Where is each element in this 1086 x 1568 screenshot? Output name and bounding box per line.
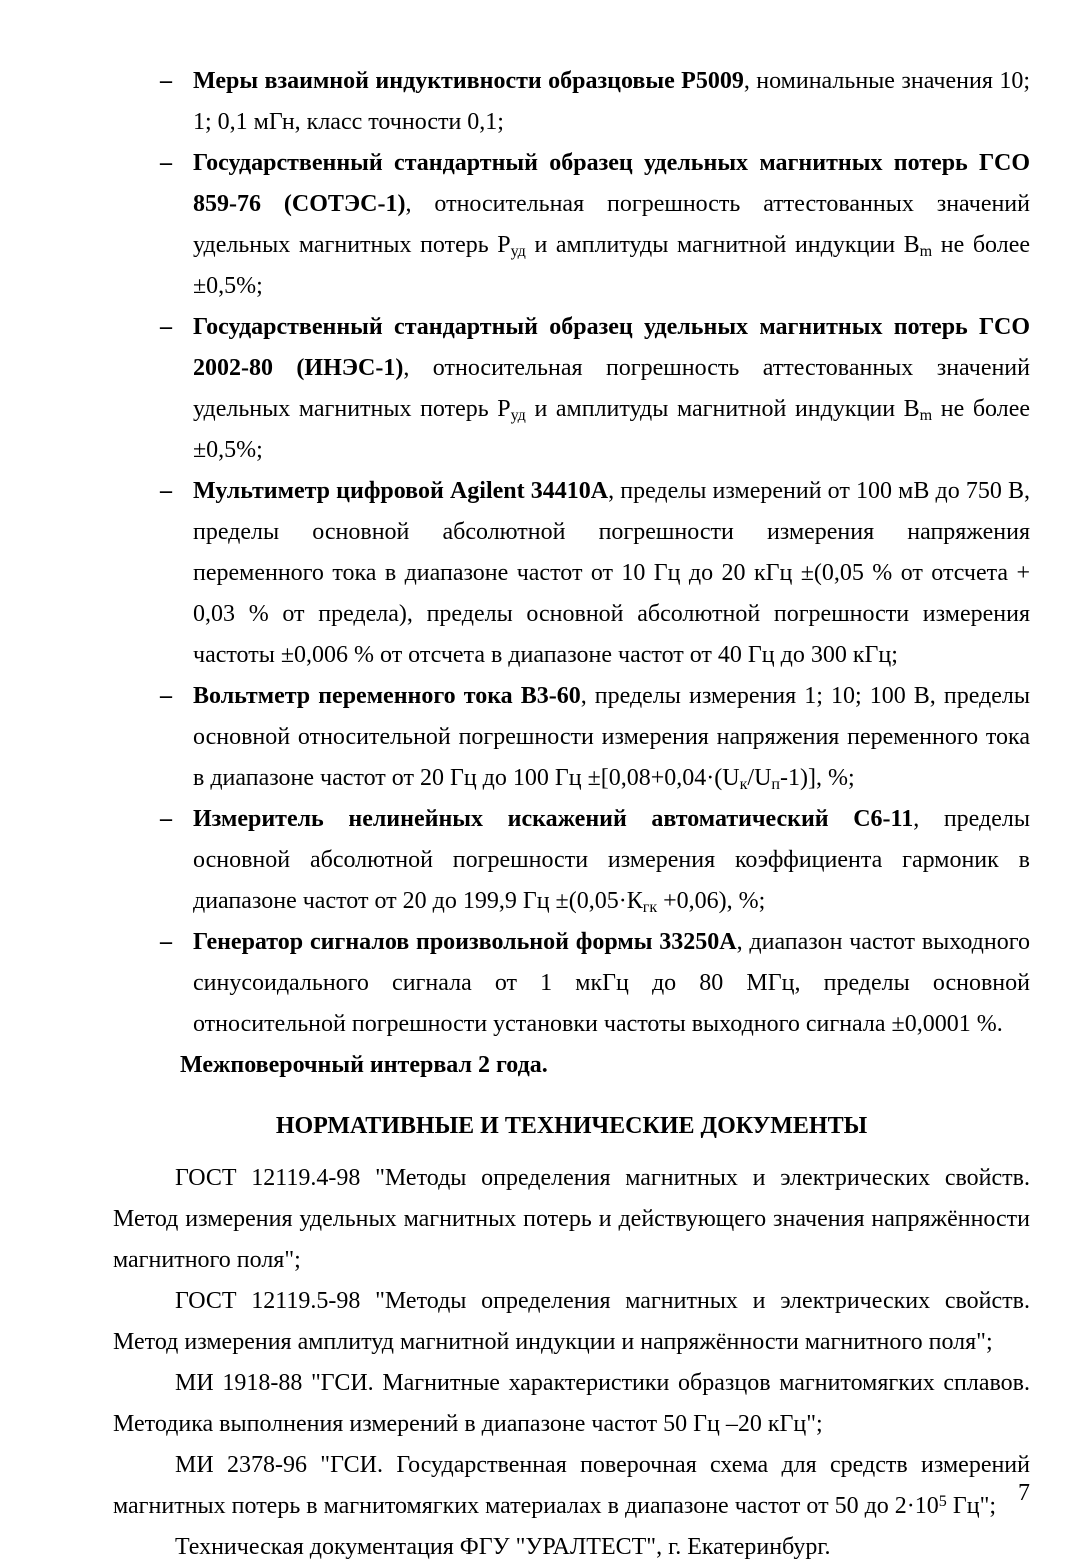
dash-marker: –	[160, 929, 172, 955]
equipment-item-text: Государственный стандартный образец удельных магнитных потерь ГСО 2002-80 (ИНЭС-1), относительная погрешность аттестованных значений удельных магнитных потерь $Р_{уд}$ и амплитуды магнитной индукции $В_m$ не более ±0,5%;	[193, 314, 1031, 463]
equipment-item	[113, 143, 1030, 307]
document-paragraph: ГОСТ 12119.4-98 "Методы определения магнитных и электрических свойств. Метод измерения удельных магнитных потерь и действующего значения напряжённости магнитного поля";	[113, 1165, 1030, 1273]
equipment-item	[113, 61, 1030, 143]
dash-marker: –	[160, 478, 172, 504]
equipment-list	[113, 61, 1030, 1045]
interval-note: Межповерочный интервал 2 года.	[180, 1052, 548, 1078]
equipment-item-text: Генератор сигналов произвольной формы 33250А, диапазон частот выходного синусоидального сигнала от 1 мкГц до 80 МГц, пределы основной относительной погрешности установки частоты выходного сигнала ±0,0001 %.	[193, 929, 1030, 1037]
dash-marker: –	[160, 806, 172, 832]
equipment-item	[113, 471, 1030, 676]
equipment-item-text: Измеритель нелинейных искажений автоматический С6-11, пределы основной абсолютной погрешности измерения коэффициента гармоник в диапазоне частот от 20 до 199,9 Гц $\pm(0,05\cdot К_{гк} +0,06)$, %;	[193, 806, 1030, 917]
equipment-item-text: Вольтметр переменного тока В3-60, пределы измерения 1; 10; 100 В, пределы основной относительной погрешности измерения напряжения переменного тока в диапазоне частот от 20 Гц до 100 Гц $\pm[0,08+0,04\cdot(U_к/U_п-1)]$, %;	[193, 683, 1030, 794]
section-heading: НОРМАТИВНЫЕ И ТЕХНИЧЕСКИЕ ДОКУМЕНТЫ	[275, 1113, 868, 1139]
dash-marker: –	[160, 683, 172, 709]
document-paragraph: МИ 1918-88 "ГСИ. Магнитные характеристики образцов магнитомягких сплавов. Методика выполнения измерений в диапазоне частот 50 Гц –20 кГц";	[113, 1370, 1030, 1437]
normative-documents	[113, 1158, 1030, 1568]
document-paragraph: МИ 2378-96 "ГСИ. Государственная поверочная схема для средств измерений магнитных потерь в магнитомягких материалах в диапазоне частот от 50 до $2\cdot 10^5$ Гц";	[113, 1452, 1030, 1519]
dash-marker: –	[160, 68, 172, 94]
document-paragraph: ГОСТ 12119.5-98 "Методы определения магнитных и электрических свойств. Метод измерения амплитуд магнитной индукции и напряжённости магнитного поля";	[113, 1288, 1030, 1355]
document-paragraph: Техническая документация ФГУ "УРАЛТЕСТ", г. Екатеринбург.	[175, 1534, 831, 1560]
equipment-item-text: Меры взаимной индуктивности образцовые Р5009, номинальные значения 10; 1; 0,1 мГн, класс точности 0,1;	[193, 68, 1030, 135]
equipment-item-text: Государственный стандартный образец удельных магнитных потерь ГСО 859-76 (СОТЭС-1), относительная погрешность аттестованных значений удельных магнитных потерь $Р_{уд}$ и амплитуды магнитной индукции $В_m$ не более ±0,5%;	[193, 150, 1031, 299]
page-content	[113, 61, 1030, 1568]
equipment-item	[113, 922, 1030, 1045]
page-number: 7	[1018, 1480, 1030, 1506]
equipment-item	[113, 799, 1030, 922]
equipment-item-text: Мультиметр цифровой Agilent 34410А, пределы измерений от 100 мВ до 750 В, пределы основной абсолютной погрешности измерения напряжения переменного тока в диапазоне частот от 10 Гц до 20 кГц ±(0,05 % от отсчета + 0,03 % от предела), пределы основной абсолютной погрешности измерения частоты ±0,006 % от отсчета в диапазоне частот от 40 Гц до 300 кГц;	[193, 478, 1030, 668]
dash-marker: –	[160, 150, 172, 176]
dash-marker: –	[160, 314, 172, 340]
equipment-item	[113, 307, 1030, 471]
equipment-item	[113, 676, 1030, 799]
